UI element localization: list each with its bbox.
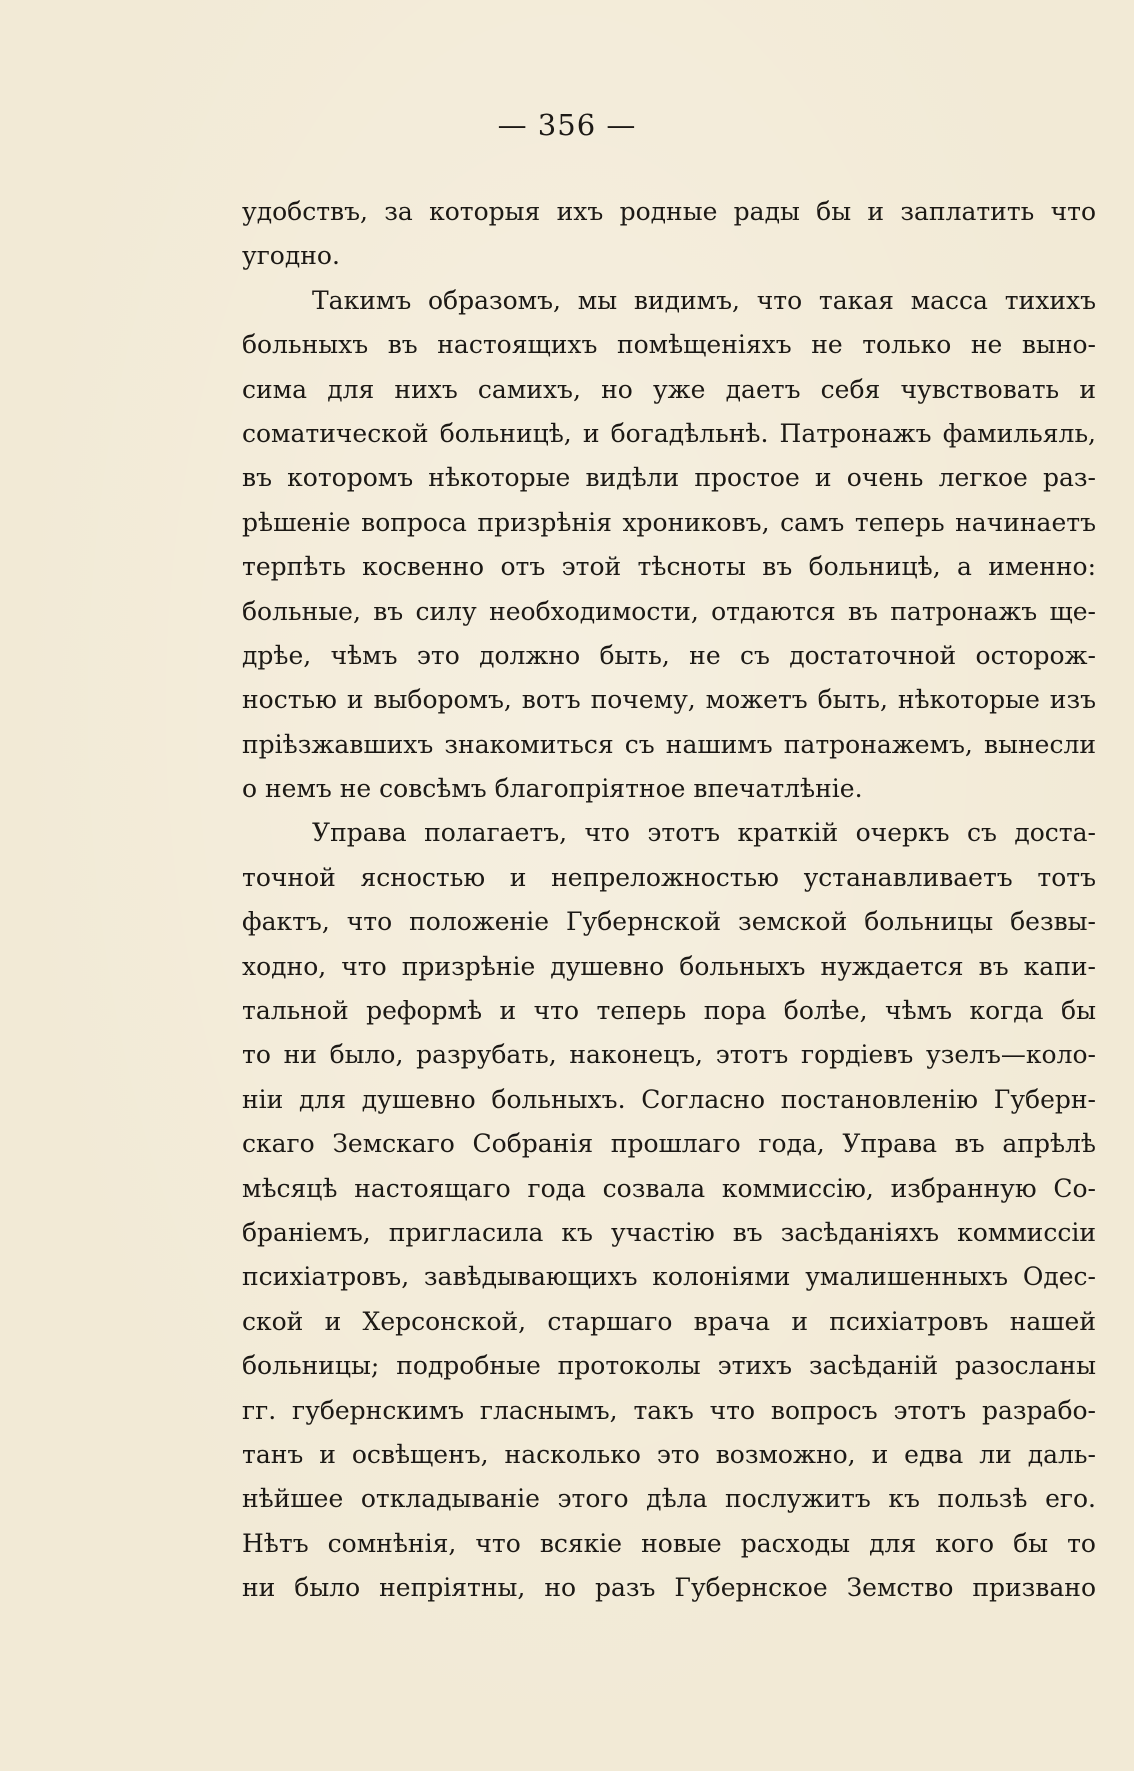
page-number: — 356 — (497, 108, 637, 142)
text-line: больныхъ въ настоящихъ помѣщеніяхъ не только не выно- (242, 330, 1096, 360)
text-line: нѣйшее откладываніе этого дѣла послужитъ къ пользѣ его. (242, 1484, 1096, 1514)
text-line: пріѣзжавшихъ знакомиться съ нашимъ патронажемъ, вынесли (242, 729, 1096, 759)
text-line: рѣшеніе вопроса призрѣнія хрониковъ, самъ теперь начинаетъ (242, 507, 1096, 537)
text-line: больные, въ силу необходимости, отдаются въ патронажъ ще- (242, 596, 1096, 626)
text-line: соматической больницѣ, и богадѣльнѣ. Патронажъ фамильяль, (242, 418, 1096, 448)
text-line: сима для нихъ самихъ, но уже даетъ себя чувствовать и (242, 374, 1096, 404)
text-line: дрѣе, чѣмъ это должно быть, не съ достаточной осторож- (242, 640, 1096, 670)
text-line: Нѣтъ сомнѣнія, что всякіе новые расходы для кого бы то (242, 1528, 1096, 1558)
text-line: фактъ, что положеніе Губернской земской больницы безвы- (242, 907, 1096, 937)
text-line: то ни было, разрубать, наконецъ, этотъ гордіевъ узелъ—коло- (242, 1040, 1096, 1070)
text-line: угодно. (242, 241, 340, 271)
text-line: психіатровъ, завѣдывающихъ колоніями умалишенныхъ Одес- (242, 1262, 1096, 1292)
text-line: гг. губернскимъ гласнымъ, такъ что вопросъ этотъ разрабо- (242, 1395, 1096, 1425)
text-line: точной ясностью и непреложностью устанавливаетъ тотъ (242, 862, 1096, 892)
text-line: терпѣть косвенно отъ этой тѣсноты въ больницѣ, а именно: (242, 552, 1096, 582)
text-line: удобствъ, за которыя ихъ родные рады бы и заплатить что (242, 197, 1096, 226)
text-line: танъ и освѣщенъ, насколько это возможно, и едва ли даль- (242, 1439, 1096, 1469)
text-line: ностью и выборомъ, вотъ почему, можетъ быть, нѣкоторые изъ (242, 685, 1096, 715)
text-line: ни было непріятны, но разъ Губернское Земство призвано (242, 1573, 1096, 1603)
text-line: больницы; подробные протоколы этихъ засѣданій разосланы (242, 1351, 1096, 1381)
text-line: о немъ не совсѣмъ благопріятное впечатлѣніе. (242, 774, 863, 804)
text-line: ской и Херсонской, старшаго врача и психіатровъ нашей (242, 1306, 1096, 1336)
text-line: въ которомъ нѣкоторые видѣли простое и очень легкое раз- (242, 463, 1096, 493)
text-line: ніи для душевно больныхъ. Согласно постановленію Губерн- (242, 1084, 1096, 1114)
text-line: браніемъ, пригласила къ участію въ засѣданіяхъ коммиссіи (242, 1217, 1096, 1247)
text-line: мѣсяцѣ настоящаго года созвала коммиссію, избранную Со- (242, 1173, 1096, 1203)
text-line: скаго Земскаго Собранія прошлаго года, Управа въ апрѣлѣ (242, 1129, 1096, 1159)
body-text (242, 190, 1096, 1611)
text-line: Управа полагаетъ, что этотъ краткій очеркъ съ доста- (312, 818, 1096, 848)
text-line: Такимъ образомъ, мы видимъ, что такая масса тихихъ (312, 285, 1096, 315)
text-line: тальной реформѣ и что теперь пора болѣе, чѣмъ когда бы (242, 996, 1096, 1026)
text-line: ходно, что призрѣніе душевно больныхъ нуждается въ капи- (242, 951, 1096, 981)
